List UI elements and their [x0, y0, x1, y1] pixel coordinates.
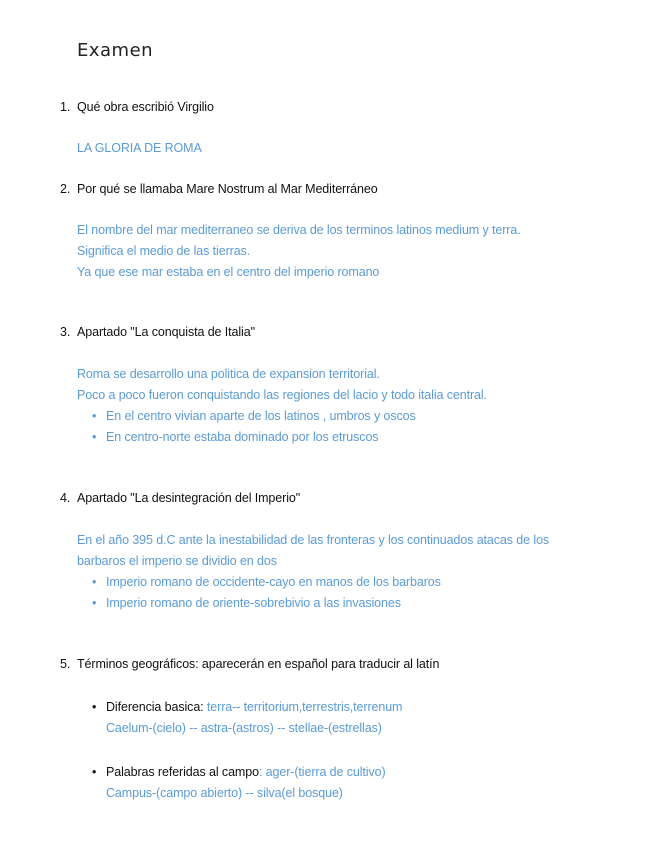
term-value: terra-- territorium,terrestris,terrenum	[203, 700, 403, 714]
term-line: Caelum-(cielo) -- astra-(astros) -- stellae-(estrellas)	[106, 721, 382, 735]
answer-line: Roma se desarrollo una politica de expansion territorial.	[77, 367, 380, 381]
answer-line: En el año 395 d.C ante la inestabilidad de las fronteras y los continuados atacas de los	[77, 533, 550, 547]
answer-2	[77, 220, 521, 283]
term-value: : ager-(tierra de cultivo)	[258, 765, 386, 779]
list-item: • En el centro vivian aparte de los latinos , umbros y oscos	[92, 406, 416, 427]
bullet-icon: •	[92, 409, 97, 423]
term-line: Campus-(campo abierto) -- silva(el bosque)	[106, 786, 343, 800]
document-title: Examen	[77, 40, 154, 61]
answer-line: Ya que ese mar estaba en el centro del imperio romano	[77, 265, 380, 279]
bullet-icon: •	[92, 575, 97, 589]
bullet-icon: •	[92, 596, 97, 610]
question-text: Por qué se llamaba Mare Nostrum al Mar Mediterráneo	[77, 182, 378, 196]
question-4	[60, 491, 300, 505]
answer-4	[77, 530, 549, 572]
term-label: Diferencia basica:	[106, 700, 204, 714]
question-text: Qué obra escribió Virgilio	[77, 100, 214, 114]
question-number: 1.	[60, 100, 71, 114]
bullet-list-3	[92, 406, 416, 448]
answer-line: barbaros el imperio se dividio en dos	[77, 554, 277, 568]
question-1	[60, 100, 214, 114]
bullet-icon: •	[92, 765, 97, 779]
bullet-icon: •	[92, 700, 97, 714]
answer-line: LA GLORIA DE ROMA	[77, 141, 202, 155]
answer-line: Poco a poco fueron conquistando las regiones del lacio y todo italia central.	[77, 388, 487, 402]
answer-3	[77, 364, 487, 406]
question-number: 3.	[60, 325, 71, 339]
question-3	[60, 325, 255, 339]
term-item-1	[92, 697, 402, 739]
question-text: Apartado "La desintegración del Imperio"	[77, 491, 301, 505]
question-number: 2.	[60, 182, 71, 196]
list-item: • Imperio romano de oriente-sobrebivio a las invasiones	[92, 593, 441, 614]
term-label: Palabras referidas al campo	[106, 765, 259, 779]
answer-1	[77, 138, 202, 159]
term-item-2	[92, 762, 386, 804]
list-item: • Imperio romano de occidente-cayo en manos de los barbaros	[92, 572, 441, 593]
answer-line: Significa el medio de las tierras.	[77, 244, 251, 258]
list-item: • En centro-norte estaba dominado por los etruscos	[92, 427, 416, 448]
bullet-icon: •	[92, 430, 97, 444]
question-text: Apartado "La conquista de Italia"	[77, 325, 255, 339]
question-2	[60, 182, 378, 196]
question-5	[60, 657, 439, 671]
question-text: Términos geográficos: aparecerán en español para traducir al latín	[77, 657, 440, 671]
answer-line: El nombre del mar mediterraneo se deriva de los terminos latinos medium y terra.	[77, 223, 521, 237]
question-number: 4.	[60, 491, 71, 505]
question-number: 5.	[60, 657, 71, 671]
bullet-list-4	[92, 572, 441, 614]
